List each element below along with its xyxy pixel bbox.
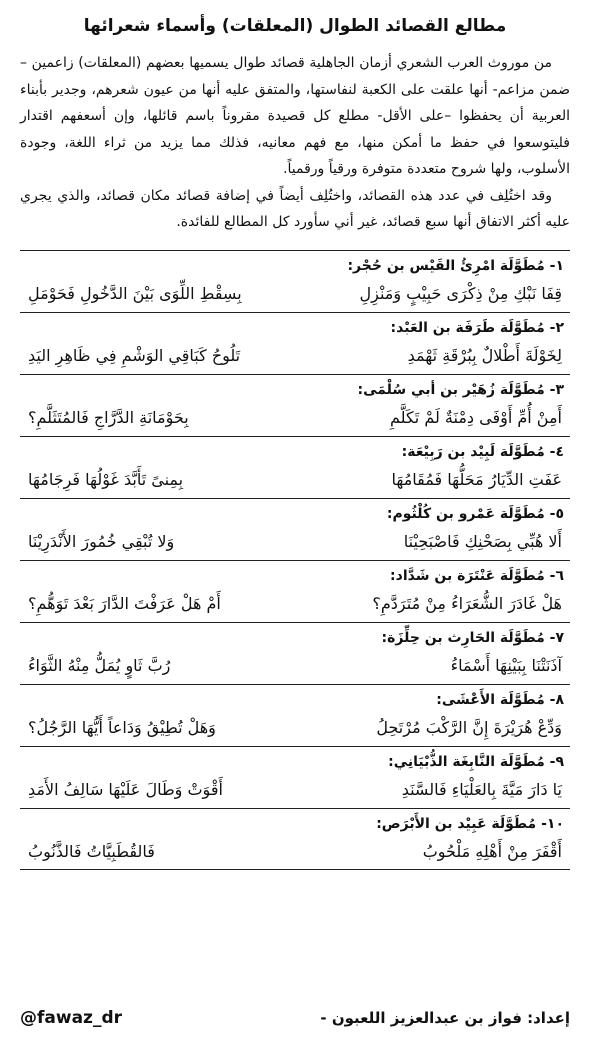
verse-second-hemistich: رُبَّ ثَاوٍ يُمَلُّ مِنْهُ الثَّوَاءُ xyxy=(28,655,171,675)
poem-verse xyxy=(26,532,564,551)
footer xyxy=(20,1008,570,1028)
poem-entry xyxy=(20,374,570,436)
intro-text xyxy=(20,50,570,236)
verse-first-hemistich: أَلا هُبِّي بِصَحْنِكِ فَاصْبَحِيْنَا xyxy=(403,531,562,551)
poem-verse xyxy=(26,594,564,613)
verse-second-hemistich: بِحَوْمَانَةِ الدَّرَّاجِ فَالمُتَثَلَّمِ؟ xyxy=(28,407,189,427)
poem-entry xyxy=(20,498,570,560)
poem-entry xyxy=(20,684,570,746)
poem-title: ٢- مُطَوَّلَة طَرَفَة بن العَبْد: xyxy=(390,319,564,336)
verse-second-hemistich: بِمِنىً تَأَبَّدَ غَوْلُهَا فَرِجَامُهَا xyxy=(28,469,184,489)
poem-verse xyxy=(26,656,564,675)
poem-verse xyxy=(26,346,564,365)
poems-list xyxy=(20,250,570,870)
poem-verse xyxy=(26,408,564,427)
poem-verse xyxy=(26,284,564,303)
intro-paragraph: من موروث العرب الشعري أزمان الجاهلية قصائد طوال يسميها بعضهم (المعلقات) زاعمين –ضمن مزاعم- أنها علقت على الكعبة لنفاستها، والمتفق عليه أنها من عيون شعرهم، وجدير بأبناء العربية أن يحفظوا –على الأقل- مطلع كل قصيدة مقروناً باسم قائلها، وإن أسعفهم اقتدار فليتوسعوا في حفظ ما أمكن منها، مع فهم معانيه، فذلك مما يزيد من ثراء اللغة، وجودة الأسلوب، ولها شروح متعددة متوفرة ورقياً ورقمياً. xyxy=(20,55,570,177)
intro-paragraph: وقد اختُلِف في عدد هذه القصائد، واختُلِف أيضاً في إضافة قصائد مكان قصائد، والذي يجري عليه أكثر الاتفاق أنها سبع قصائد، غير أني سأورد كل المطالع للفائدة. xyxy=(20,187,570,230)
poem-entry xyxy=(20,560,570,622)
author-credit: إعداد: فواز بن عبدالعزيز اللعبون - xyxy=(320,1009,570,1027)
verse-first-hemistich: وَدِّعْ هُرَيْرَةَ إِنَّ الرَّكْبَ مُرْتَحِلُ xyxy=(376,717,562,737)
poem-title: ٨- مُطَوَّلَة الأَعْشَى: xyxy=(436,691,564,708)
verse-first-hemistich: أَقْفَرَ مِنْ أَهْلِهِ مَلْحُوبُ xyxy=(422,841,562,861)
verse-first-hemistich: قِفَا نَبْكِ مِنْ ذِكْرَى حَبِيْبٍ وَمَنْزِلِ xyxy=(359,283,562,303)
poem-entry xyxy=(20,808,570,870)
verse-second-hemistich: تَلُوحُ كَبَاقِي الوَشْمِ فِي ظَاهِرِ اليَدِ xyxy=(28,345,241,365)
verse-first-hemistich: عَفَتِ الدِّيَارُ مَحَلُّهَا فَمُقَامُهَا xyxy=(391,469,562,489)
verse-first-hemistich: هَلْ غَادَرَ الشُّعَرَاءُ مِنْ مُتَرَدَّمِ؟ xyxy=(372,593,562,613)
verse-second-hemistich: أَقْوَتْ وَطَالَ عَلَيْهَا سَالِفُ الأَمَدِ xyxy=(28,779,223,799)
poem-verse xyxy=(26,780,564,799)
poem-entry xyxy=(20,622,570,684)
poem-title: ٣- مُطَوَّلَة زُهَيْر بن أبي سُلْمَى: xyxy=(357,381,564,398)
poem-entry xyxy=(20,746,570,808)
verse-first-hemistich: أَمِنْ أُمِّ أَوْفَى دِمْنَةٌ لَمْ تَكَلَّمِ xyxy=(390,407,562,427)
verse-second-hemistich: وَلا تُبْقِي خُمُورَ الأَنْدَرِيْنَا xyxy=(28,531,175,551)
twitter-handle[interactable]: @fawaz_dr xyxy=(20,1008,122,1028)
verse-first-hemistich: يَا دَارَ مَيَّةَ بِالعَلْيَاءِ فَالسَّنَدِ xyxy=(401,779,562,799)
poem-title: ١٠- مُطَوَّلَة عَبِيْد بن الأَبْرَص: xyxy=(376,815,564,832)
poem-verse xyxy=(26,718,564,737)
poem-verse xyxy=(26,842,564,861)
page-title: مطالع القصائد الطوال (المعلقات) وأسماء شعرائها xyxy=(83,16,507,36)
verse-second-hemistich: أَمْ هَلْ عَرَفْتَ الدَّارَ بَعْدَ تَوَهُّمِ؟ xyxy=(28,593,221,613)
poem-entry xyxy=(20,250,570,312)
verse-second-hemistich: فَالقُطَبِيَّاتُ فَالذَّنُوبُ xyxy=(28,841,155,861)
poem-title: ٧- مُطَوَّلَة الحَارِث بن حِلِّزَة: xyxy=(381,629,564,646)
verse-second-hemistich: بِسِقْطِ اللِّوَى بَيْنَ الدَّخُولِ فَحَوْمَلِ xyxy=(28,283,242,303)
verse-first-hemistich: آذَنَتْنَا بِبَيْنِهَا أَسْمَاءُ xyxy=(450,655,562,675)
poem-title: ٦- مُطَوَّلَة عَنْتَرَة بن شَدَّاد: xyxy=(390,567,564,584)
verse-first-hemistich: لِخَوْلَةَ أَطْلالٌ بِبُرْقَةِ ثَهْمَدِ xyxy=(407,345,562,365)
poem-title: ٩- مُطَوَّلَة النَّابِغَة الذُّبْيَانِي: xyxy=(388,753,564,770)
poem-title: ١- مُطَوَّلَة امْرِئُ القَيْس بن حُجْر: xyxy=(347,257,564,274)
verse-second-hemistich: وَهَلْ تُطِيْقُ وَدَاعاً أَيُّهَا الرَّجُلُ؟ xyxy=(28,717,216,737)
poem-verse xyxy=(26,470,564,489)
poem-title: ٤- مُطَوَّلَة لَبِيْد بن رَبِيْعَة: xyxy=(401,443,564,460)
poem-entry xyxy=(20,312,570,374)
poem-title: ٥- مُطَوَّلَة عَمْرو بن كُلْثُوم: xyxy=(386,505,564,522)
poem-entry xyxy=(20,436,570,498)
